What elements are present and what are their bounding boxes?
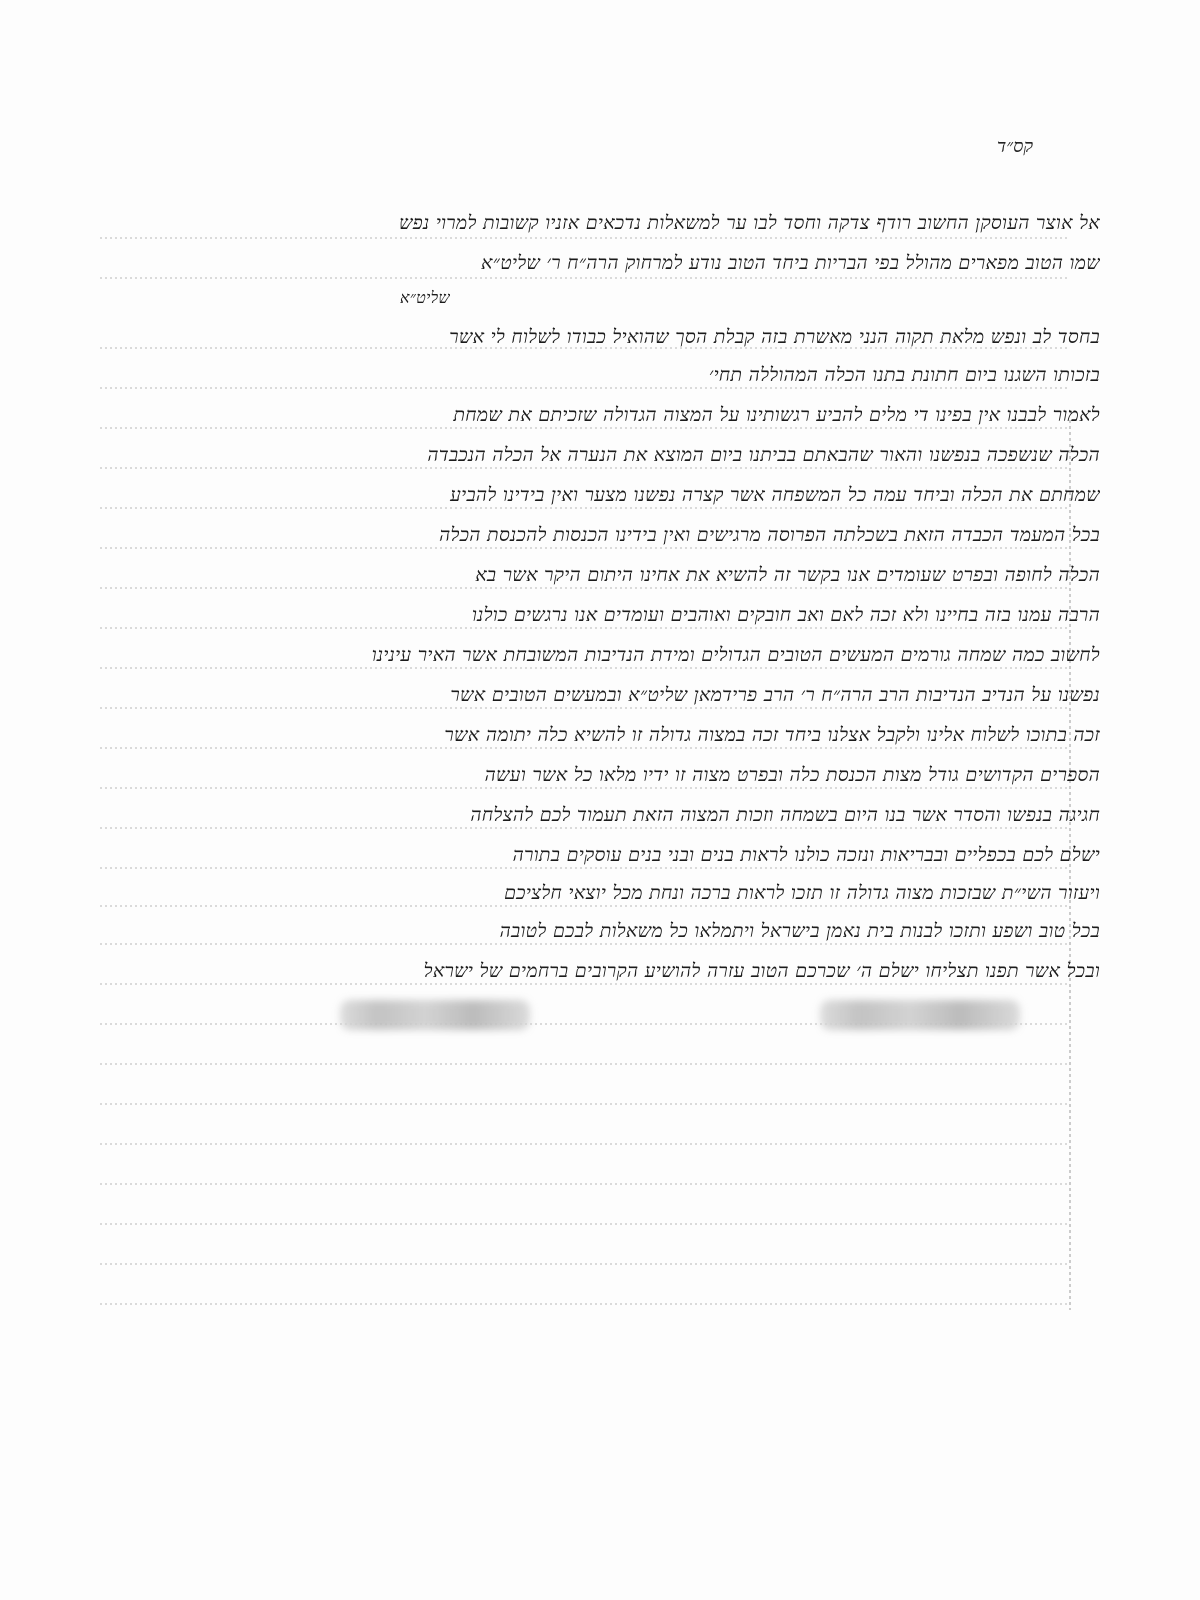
handwritten-line: שמחתם את הכלה וביחד עמה כל המשפחה אשר קצרה נפשנו מצער ואין בידינו להביע (450, 484, 1100, 506)
handwritten-line: בחסד לב ונפש מלאת תקוה הנני מאשרת בזה קבלת הסך שהואיל כבודו לשלוח לי אשר (449, 326, 1100, 348)
handwritten-line: חגיגה בנפשו והסדר אשר בנו היום בשמחה וזכות המצוה הזאת תעמוד לכם להצלחה (470, 804, 1100, 826)
handwritten-line: הרבה עמנו בזה בחיינו ולא זכה לאם ואב חובקים ואוהבים ועומדים אנו נרגשים כולנו (471, 604, 1100, 626)
handwritten-line: הכלה לחופה ובפרט שעומדים אנו בקשר זה להשיא את אחינו היתום היקר אשר בא (475, 564, 1100, 586)
handwritten-line: נפשנו על הנדיב הנדיבות הרב הרה״ח ר׳ הרב פרידמאן שליט״א ובמעשים הטובים אשר (450, 684, 1100, 706)
handwritten-line: בכל טוב ושפע ותזכו לבנות בית נאמן בישראל ויתמלאו כל משאלות לבכם לטובה (499, 920, 1100, 942)
redacted-signature-right (820, 1000, 1020, 1030)
handwritten-line: זכה בתוכו לשלוח אלינו ולקבל אצלנו ביחד זכה במצוה גדולה זו להשיא כלה יתומה אשר (444, 724, 1100, 746)
handwritten-line: בכל המעמד הכבדה הזאת בשכלתה הפרוסה מרגישים ואין בידינו הכנסות להכנסת הכלה (439, 524, 1100, 546)
handwritten-line: שליט״א (399, 288, 450, 307)
page-number: קס״ד (997, 136, 1033, 157)
handwritten-line: ישלם לכם בכפליים ובבריאות ונזכה כולנו לראות בנים ובני בנים עוסקים בתורה (512, 844, 1100, 866)
handwritten-line: לחשוב כמה שמחה גורמים המעשים הטובים הגדולים ומידת הנדיבות המשובחת אשר האיר עינינו (371, 644, 1100, 666)
handwritten-line: הכלה שנשפכה בנפשנו והאור שהבאתם בביתנו ביום המוצא את הנערה אל הכלה הנכבדה (427, 444, 1100, 466)
handwritten-line: ובכל אשר תפנו תצליחו ישלם ה׳ שכרכם הטוב עזרה להושיע הקרובים ברחמים של ישראל (423, 960, 1100, 982)
handwritten-line: שמו הטוב מפארים מהולל בפי הבריות ביחד הטוב נודע למרחוק הרה״ח ר׳ שליט״א (480, 252, 1100, 274)
handwritten-line: בזכותו השגנו ביום חתונת בתנו הכלה המהוללה תחי׳ (708, 364, 1100, 386)
handwritten-line: הספרים הקדושים גודל מצות הכנסת כלה ובפרט מצוה זו ידיו מלאו כל אשר ועשה (484, 764, 1100, 786)
handwritten-line: אל אוצר העוסקן החשוב רודף צדקה וחסד לבו ער למשאלות נדכאים אזניו קשובות למרוי נפש (399, 212, 1100, 234)
redacted-signature-left (340, 1000, 530, 1030)
handwritten-line: לאמור לבבנו אין בפינו די מלים להביע רגשותינו על המצוה הגדולה שזכיתם את שמחת (453, 404, 1100, 426)
handwritten-line: ויעזור השי״ת שבזכות מצוה גדולה זו תזכו לראות ברכה ונחת מכל יוצאי חלציכם (504, 882, 1100, 904)
